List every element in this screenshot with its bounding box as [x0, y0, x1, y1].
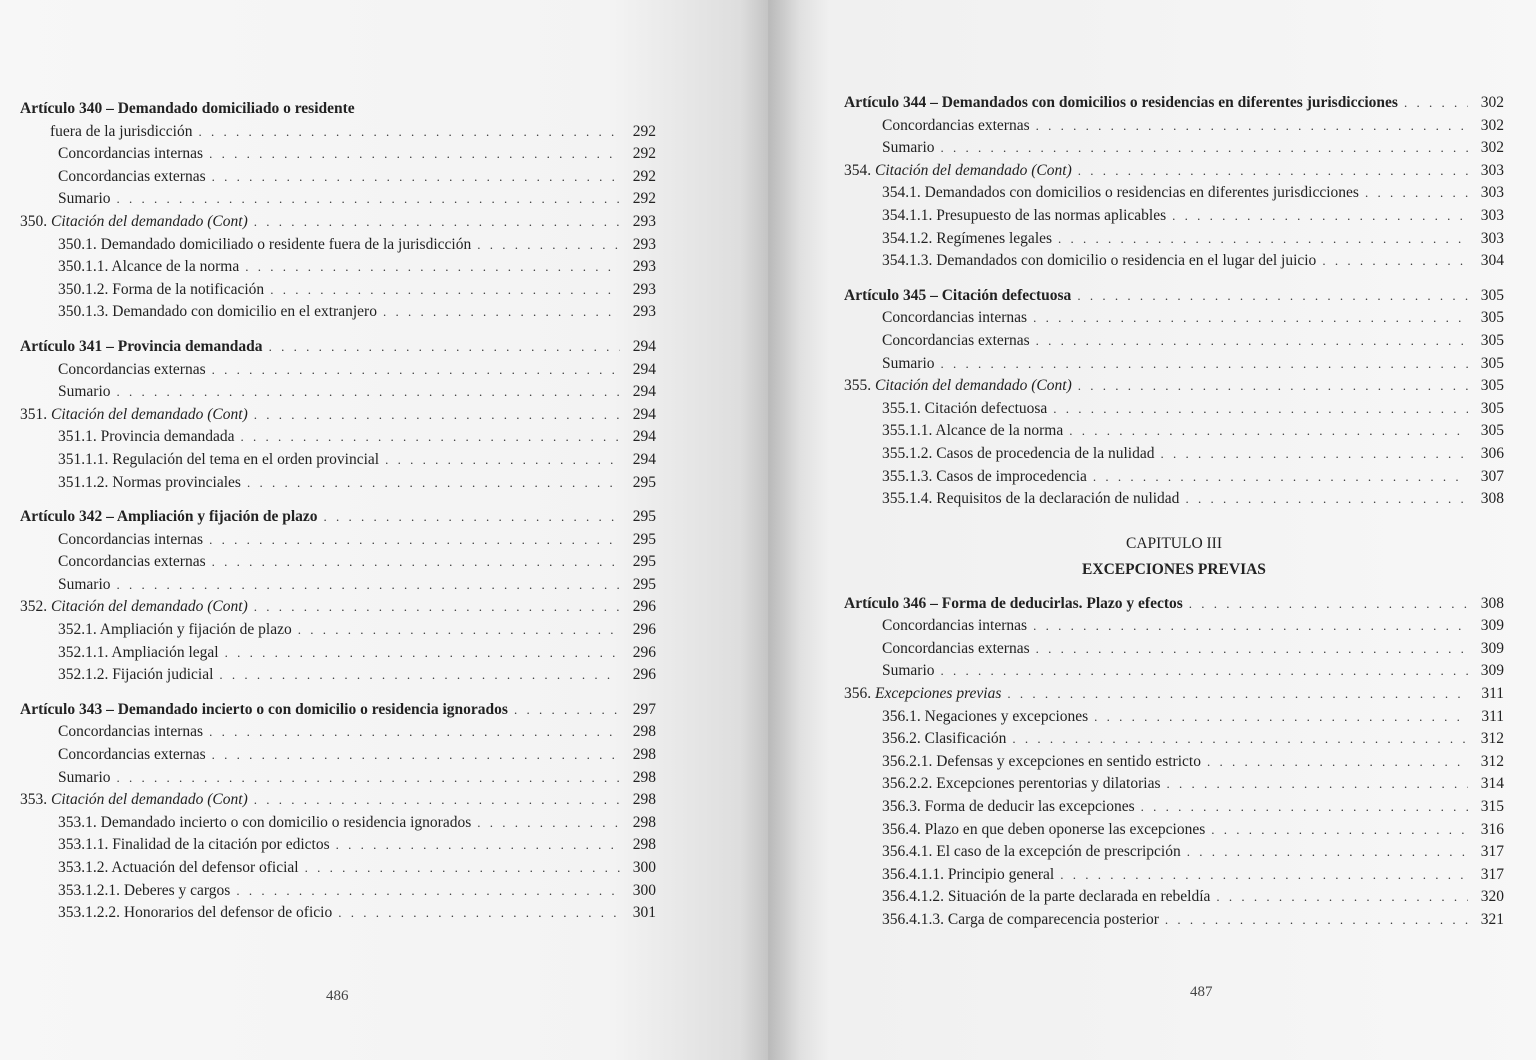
- toc-entry[interactable]: [20, 506, 656, 529]
- dot-leader: [1211, 819, 1468, 842]
- dot-leader: [1078, 375, 1468, 398]
- toc-section-number: 351.: [20, 405, 48, 423]
- toc-entry[interactable]: [20, 121, 656, 144]
- dot-leader: [254, 404, 620, 427]
- toc-entry[interactable]: [20, 880, 656, 903]
- toc-page-number: 309: [1480, 662, 1504, 680]
- dot-leader: [209, 529, 620, 552]
- toc-entry-title: 351.1.1. Regulación del tema en el orden provincial: [58, 450, 380, 468]
- dot-leader: [1012, 728, 1468, 751]
- toc-entry[interactable]: [844, 615, 1504, 638]
- dot-leader: [1141, 796, 1468, 819]
- toc-page-number: 314: [1480, 775, 1504, 793]
- toc-page-number: 305: [1480, 309, 1504, 327]
- toc-section-title: Citación del demandado (Cont): [51, 791, 248, 809]
- toc-entry-title: Concordancias externas: [58, 360, 206, 378]
- dot-leader: [209, 143, 620, 166]
- dot-leader: [236, 880, 620, 903]
- toc-section-number: 353.: [20, 791, 48, 809]
- toc-entry[interactable]: [844, 285, 1504, 308]
- toc-entry[interactable]: [20, 256, 656, 279]
- toc-entry[interactable]: [844, 330, 1504, 353]
- toc-article-title: Artículo 345 – Citación defectuosa: [844, 286, 1072, 304]
- toc-entry[interactable]: [20, 812, 656, 835]
- toc-entry[interactable]: [20, 744, 656, 767]
- dot-leader: [941, 137, 1468, 160]
- chapter-title: EXCEPCIONES PREVIAS: [1082, 560, 1266, 578]
- toc-entry[interactable]: [844, 796, 1504, 819]
- toc-entry-title: Concordancias externas: [58, 553, 206, 571]
- toc-entry-title: 355.1.1. Alcance de la norma: [882, 422, 1064, 440]
- dot-leader: [1078, 160, 1468, 183]
- toc-page-number: 320: [1480, 888, 1504, 906]
- dot-leader: [1404, 92, 1468, 115]
- toc-entry-title: 355.1.4. Requisitos de la declaración de nulidad: [882, 490, 1180, 508]
- toc-entry-title: 356.4.1.1. Principio general: [882, 865, 1055, 883]
- toc-entry[interactable]: [844, 593, 1504, 616]
- toc-entry[interactable]: [844, 398, 1504, 421]
- toc-entry[interactable]: [844, 488, 1504, 511]
- dot-leader: [336, 834, 620, 857]
- toc-page-number: 306: [1480, 444, 1504, 462]
- toc-article-title: Artículo 341 – Provincia demandada: [20, 337, 263, 355]
- left-page-number: 486: [326, 988, 349, 1004]
- toc-section-number: 350.: [20, 212, 48, 230]
- dot-leader: [941, 353, 1468, 376]
- book-gutter: [740, 0, 800, 1060]
- toc-page-number: 305: [1480, 422, 1504, 440]
- toc-entry[interactable]: [20, 664, 656, 687]
- toc-entry-title: Concordancias externas: [882, 116, 1030, 134]
- toc-entry-title: 351.1.2. Normas provinciales: [58, 473, 241, 491]
- toc-page-number: 312: [1480, 730, 1504, 748]
- dot-leader: [1093, 466, 1468, 489]
- toc-article-title: Artículo 340 – Demandado domiciliado o residente: [20, 100, 355, 117]
- toc-entry-title: Sumario: [882, 662, 935, 680]
- dot-leader: [270, 279, 620, 302]
- toc-entry[interactable]: [844, 160, 1504, 183]
- toc-entry[interactable]: [844, 115, 1504, 138]
- toc-page-number: 308: [1480, 594, 1504, 612]
- toc-entry[interactable]: [844, 886, 1504, 909]
- toc-article-title: Artículo 346 – Forma de deducirlas. Plazo y efectos: [844, 594, 1183, 612]
- dot-leader: [1207, 751, 1468, 774]
- toc-entry[interactable]: [844, 751, 1504, 774]
- dot-leader: [1187, 841, 1468, 864]
- dot-leader: [305, 857, 620, 880]
- dot-leader: [117, 188, 620, 211]
- dot-leader: [1036, 330, 1468, 353]
- dot-leader: [1036, 115, 1468, 138]
- toc-entry-title: 356.2.1. Defensas y excepciones en sentido estricto: [882, 752, 1201, 770]
- toc-entry[interactable]: [20, 426, 656, 449]
- left-toc: [20, 98, 656, 925]
- toc-entry-title: 356.4.1.2. Situación de la parte declarada en rebeldía: [882, 888, 1211, 906]
- toc-page-number: 309: [1480, 639, 1504, 657]
- toc-entry-title: 356.1. Negaciones y excepciones: [882, 707, 1089, 725]
- dot-leader: [1053, 398, 1468, 421]
- dot-leader: [212, 166, 620, 189]
- spacer: [844, 511, 1504, 533]
- toc-entry[interactable]: [20, 721, 656, 744]
- spacer: [20, 687, 656, 699]
- toc-entry-title: Concordancias externas: [882, 639, 1030, 657]
- dot-leader: [1058, 228, 1468, 251]
- dot-leader: [117, 767, 620, 790]
- toc-page-number: 293: [632, 280, 656, 298]
- toc-entry-title: Concordancias internas: [58, 530, 204, 548]
- toc-entry[interactable]: [20, 98, 656, 121]
- toc-page-number: 300: [632, 881, 656, 899]
- toc-entry-title: 355.1. Citación defectuosa: [882, 399, 1048, 417]
- toc-page-number: 296: [632, 621, 656, 639]
- dot-leader: [212, 551, 620, 574]
- toc-entry[interactable]: [20, 336, 656, 359]
- toc-entry-title: 354.1. Demandados con domicilios o residencias en diferentes jurisdicciones: [882, 184, 1359, 202]
- toc-page-number: 293: [632, 303, 656, 321]
- dot-leader: [1216, 886, 1468, 909]
- toc-page-number: 311: [1481, 707, 1504, 725]
- dot-leader: [1165, 909, 1468, 932]
- spacer: [20, 494, 656, 506]
- dot-leader: [269, 336, 620, 359]
- toc-page-number: 303: [1480, 206, 1504, 224]
- toc-entry-title: 352.1.1. Ampliación legal: [58, 643, 219, 661]
- toc-entry[interactable]: [844, 250, 1504, 273]
- dot-leader: [240, 426, 620, 449]
- dot-leader: [245, 256, 620, 279]
- toc-entry[interactable]: [20, 767, 656, 790]
- toc-entry-title: 351.1. Provincia demandada: [58, 428, 235, 446]
- toc-entry-title: 354.1.1. Presupuesto de las normas aplicables: [882, 206, 1167, 224]
- toc-page-number: 305: [1480, 354, 1504, 372]
- toc-entry[interactable]: [20, 699, 656, 722]
- dot-leader: [298, 619, 620, 642]
- toc-entry[interactable]: [844, 841, 1504, 864]
- toc-page-number: 296: [632, 643, 656, 661]
- toc-article-title: Artículo 342 – Ampliación y fijación de plazo: [20, 508, 318, 526]
- toc-page-number: 298: [632, 791, 656, 809]
- toc-page-number: 294: [632, 450, 656, 468]
- toc-entry[interactable]: [20, 619, 656, 642]
- toc-entry[interactable]: [20, 143, 656, 166]
- toc-entry[interactable]: [844, 92, 1504, 115]
- toc-entry-title: Concordancias externas: [882, 331, 1030, 349]
- toc-entry-title: 352.1.2. Fijación judicial: [58, 666, 214, 684]
- toc-entry-title: 354.1.3. Demandados con domicilio o residencia en el lugar del juicio: [882, 252, 1317, 270]
- dot-leader: [1172, 205, 1468, 228]
- toc-section-title: Citación del demandado (Cont): [51, 405, 248, 423]
- toc-entry[interactable]: [20, 642, 656, 665]
- toc-entry[interactable]: [844, 466, 1504, 489]
- toc-page-number: 295: [632, 473, 656, 491]
- toc-entry[interactable]: [844, 660, 1504, 683]
- toc-page-number: 300: [632, 859, 656, 876]
- toc-page-number: 294: [632, 405, 656, 423]
- dot-leader: [1185, 488, 1468, 511]
- dot-leader: [1033, 307, 1468, 330]
- toc-page-number: 297: [632, 700, 656, 718]
- right-page-number: 487: [1190, 984, 1213, 1000]
- toc-page-number: 298: [632, 723, 656, 741]
- toc-entry-title: 353.1.2. Actuación del defensor oficial: [58, 859, 299, 876]
- toc-entry[interactable]: [20, 211, 656, 234]
- toc-entry[interactable]: [844, 728, 1504, 751]
- toc-page-number: 316: [1480, 820, 1504, 838]
- toc-section-number: 352.: [20, 598, 48, 616]
- toc-page-number: 293: [632, 258, 656, 276]
- dot-leader: [1322, 250, 1468, 273]
- toc-entry-title: 355.1.2. Casos de procedencia de la nulidad: [882, 444, 1155, 462]
- dot-leader: [1189, 593, 1468, 616]
- toc-section: [844, 160, 1072, 183]
- toc-entry[interactable]: [844, 638, 1504, 661]
- toc-page-number: 293: [632, 235, 656, 253]
- dot-leader: [1007, 683, 1468, 706]
- toc-page-number: 298: [632, 768, 656, 786]
- toc-page-number: 303: [1480, 184, 1504, 202]
- dot-leader: [198, 121, 620, 144]
- toc-page-number: 304: [1480, 252, 1504, 270]
- toc-page-number: 307: [1480, 467, 1504, 485]
- toc-page-number: 292: [632, 145, 656, 163]
- toc-entry[interactable]: [20, 472, 656, 495]
- toc-page-number: 312: [1480, 752, 1504, 770]
- toc-section-number: 355.: [844, 377, 872, 395]
- toc-page-number: 303: [1480, 229, 1504, 247]
- dot-leader: [1069, 420, 1468, 443]
- toc-page-number: 315: [1480, 798, 1504, 816]
- toc-entry[interactable]: [20, 404, 656, 427]
- toc-page-number: 302: [1480, 94, 1504, 111]
- toc-entry-title: Concordancias internas: [58, 723, 204, 741]
- toc-page-number: 295: [632, 575, 656, 593]
- toc-page-number: 298: [632, 746, 656, 764]
- toc-entry[interactable]: [844, 353, 1504, 376]
- toc-entry-title: 356.4. Plazo en que deben oponerse las excepciones: [882, 820, 1206, 838]
- toc-section-number: 356.: [844, 685, 872, 703]
- dot-leader: [1365, 182, 1468, 205]
- toc-entry[interactable]: [844, 706, 1504, 729]
- toc-entry[interactable]: [844, 307, 1504, 330]
- dot-leader: [338, 902, 620, 925]
- toc-entry[interactable]: [20, 834, 656, 857]
- toc-entry[interactable]: [844, 420, 1504, 443]
- toc-page-number: 296: [632, 598, 656, 616]
- toc-entry[interactable]: [844, 773, 1504, 796]
- toc-entry[interactable]: [20, 551, 656, 574]
- dot-leader: [1160, 443, 1468, 466]
- chapter-heading: CAPITULO III: [1126, 534, 1222, 552]
- toc-entry-title: 354.1.2. Regímenes legales: [882, 229, 1053, 247]
- toc-entry[interactable]: [844, 819, 1504, 842]
- dot-leader: [117, 574, 620, 597]
- dot-leader: [117, 381, 620, 404]
- toc-entry-title: 353.1.2.1. Deberes y cargos: [58, 881, 231, 899]
- toc-entry-title: Sumario: [58, 383, 111, 401]
- toc-page-number: 294: [632, 337, 656, 355]
- toc-entry-title: 356.2. Clasificación: [882, 730, 1007, 748]
- toc-entry[interactable]: [20, 359, 656, 382]
- toc-page-number: 317: [1480, 843, 1504, 861]
- toc-entry[interactable]: [20, 279, 656, 302]
- toc-page-number: 292: [632, 190, 656, 208]
- dot-leader: [212, 359, 620, 382]
- toc-page-number: 305: [1480, 286, 1504, 304]
- toc-entry[interactable]: [844, 683, 1504, 706]
- toc-entry-title: Sumario: [58, 768, 111, 786]
- toc-page-number: 305: [1480, 377, 1504, 395]
- toc-page-number: 296: [632, 666, 656, 684]
- toc-entry[interactable]: [20, 574, 656, 597]
- toc-entry[interactable]: [20, 789, 656, 812]
- toc-page-number: 317: [1480, 865, 1504, 883]
- toc-entry-title: Concordancias externas: [58, 746, 206, 764]
- toc-section: [844, 683, 1001, 706]
- spacer: [844, 273, 1504, 285]
- toc-page-number: 295: [632, 530, 656, 548]
- toc-entry[interactable]: [20, 188, 656, 211]
- toc-section-title: Citación del demandado (Cont): [875, 161, 1072, 179]
- toc-section-number: 354.: [844, 161, 872, 179]
- dot-leader: [324, 506, 620, 529]
- dot-leader: [1060, 864, 1468, 887]
- toc-page-number: 302: [1480, 139, 1504, 157]
- right-page: [768, 0, 1536, 1060]
- toc-entry[interactable]: [844, 228, 1504, 251]
- toc-page-number: 298: [632, 836, 656, 854]
- toc-entry-title: Sumario: [882, 354, 935, 372]
- spacer: [20, 324, 656, 336]
- toc-page-number: 294: [632, 360, 656, 378]
- toc-entry-title: 356.3. Forma de deducir las excepciones: [882, 798, 1135, 816]
- toc-entry-title: Concordancias internas: [58, 145, 204, 163]
- toc-page-number: 301: [632, 904, 656, 922]
- toc-entry[interactable]: [20, 166, 656, 189]
- toc-entry-title: 353.1. Demandado incierto o con domicilio o residencia ignorados: [58, 813, 472, 831]
- toc-section: [20, 211, 248, 234]
- toc-entry-title: 356.4.1. El caso de la excepción de prescripción: [882, 843, 1181, 861]
- right-toc: [844, 92, 1504, 932]
- toc-page-number: 292: [632, 122, 656, 140]
- toc-page-number: 295: [632, 553, 656, 571]
- toc-entry[interactable]: [844, 182, 1504, 205]
- dot-leader: [1094, 706, 1468, 729]
- dot-leader: [219, 664, 620, 687]
- toc-entry-title: Sumario: [58, 575, 111, 593]
- toc-page-number: 311: [1481, 685, 1504, 703]
- toc-entry-title: 353.1.2.2. Honorarios del defensor de oficio: [58, 904, 333, 922]
- toc-section: [20, 789, 248, 812]
- dot-leader: [1036, 638, 1468, 661]
- toc-page-number: 292: [632, 167, 656, 185]
- dot-leader: [477, 234, 620, 257]
- dot-leader: [941, 660, 1468, 683]
- toc-page-number: 294: [632, 428, 656, 446]
- toc-entry[interactable]: [20, 381, 656, 404]
- toc-entry[interactable]: [20, 234, 656, 257]
- dot-leader: [1077, 285, 1468, 308]
- dot-leader: [1167, 773, 1469, 796]
- toc-entry[interactable]: [844, 909, 1504, 932]
- toc-entry-title: Sumario: [882, 139, 935, 157]
- toc-page-number: 321: [1480, 911, 1504, 928]
- toc-entry-title: Concordancias internas: [882, 309, 1028, 327]
- toc-entry[interactable]: [20, 529, 656, 552]
- toc-page-number: 303: [1480, 161, 1504, 179]
- dot-leader: [514, 699, 620, 722]
- toc-entry[interactable]: [844, 137, 1504, 160]
- dot-leader: [383, 301, 620, 324]
- toc-page-number: 302: [1480, 116, 1504, 134]
- toc-entry-title: 350.1.1. Alcance de la norma: [58, 258, 240, 276]
- toc-entry-title: 355.1.3. Casos de improcedencia: [882, 467, 1087, 485]
- toc-entry-title: Sumario: [58, 190, 111, 208]
- toc-entry-title: 350.1.3. Demandado con domicilio en el extranjero: [58, 303, 377, 321]
- toc-page-number: 308: [1480, 490, 1504, 508]
- toc-page-number: 305: [1480, 331, 1504, 349]
- toc-page-number: 295: [632, 508, 656, 526]
- toc-section: [20, 596, 248, 619]
- toc-page-number: 298: [632, 813, 656, 831]
- toc-entry[interactable]: [844, 375, 1504, 398]
- toc-section-title: Citación del demandado (Cont): [51, 598, 248, 616]
- toc-entry[interactable]: [844, 864, 1504, 887]
- toc-article-title: Artículo 343 – Demandado incierto o con domicilio o residencia ignorados: [20, 700, 508, 718]
- dot-leader: [254, 596, 620, 619]
- toc-entry-title: 350.1.2. Forma de la notificación: [58, 280, 265, 298]
- dot-leader: [209, 721, 620, 744]
- dot-leader: [385, 449, 620, 472]
- toc-entry-title: 352.1. Ampliación y fijación de plazo: [58, 621, 292, 639]
- toc-entry-title: 356.4.1.3. Carga de comparecencia posterior: [882, 911, 1159, 928]
- dot-leader: [212, 744, 620, 767]
- dot-leader: [247, 472, 620, 495]
- toc-section-title: Excepciones previas: [875, 685, 1002, 703]
- toc-entry[interactable]: [20, 857, 656, 880]
- toc-page-number: 294: [632, 383, 656, 401]
- toc-section: [20, 404, 248, 427]
- toc-section-title: Citación del demandado (Cont): [875, 377, 1072, 395]
- dot-leader: [254, 211, 620, 234]
- toc-article-title: Artículo 344 – Demandados con domicilios o residencias en diferentes jurisdicciones: [844, 94, 1398, 111]
- toc-entry[interactable]: [844, 205, 1504, 228]
- dot-leader: [254, 789, 620, 812]
- toc-page-number: 293: [632, 212, 656, 230]
- toc-page-number: 305: [1480, 399, 1504, 417]
- toc-entry-title: 353.1.1. Finalidad de la citación por edictos: [58, 836, 330, 854]
- toc-entry-title: 356.2.2. Excepciones perentorias y dilatorias: [882, 775, 1161, 793]
- toc-page-number: 309: [1480, 617, 1504, 635]
- dot-leader: [225, 642, 620, 665]
- toc-section-title: Citación del demandado (Cont): [51, 212, 248, 230]
- dot-leader: [477, 812, 620, 835]
- dot-leader: [1033, 615, 1468, 638]
- toc-entry-title: fuera de la jurisdicción: [50, 122, 193, 140]
- toc-entry[interactable]: [20, 449, 656, 472]
- toc-entry[interactable]: [844, 443, 1504, 466]
- toc-entry-title: Concordancias internas: [882, 617, 1028, 635]
- toc-section: [844, 375, 1072, 398]
- toc-entry-title: 350.1. Demandado domiciliado o residente fuera de la jurisdicción: [58, 235, 472, 253]
- toc-entry[interactable]: [20, 902, 656, 925]
- toc-entry-title: Concordancias externas: [58, 167, 206, 185]
- toc-entry[interactable]: [20, 596, 656, 619]
- toc-entry[interactable]: [20, 301, 656, 324]
